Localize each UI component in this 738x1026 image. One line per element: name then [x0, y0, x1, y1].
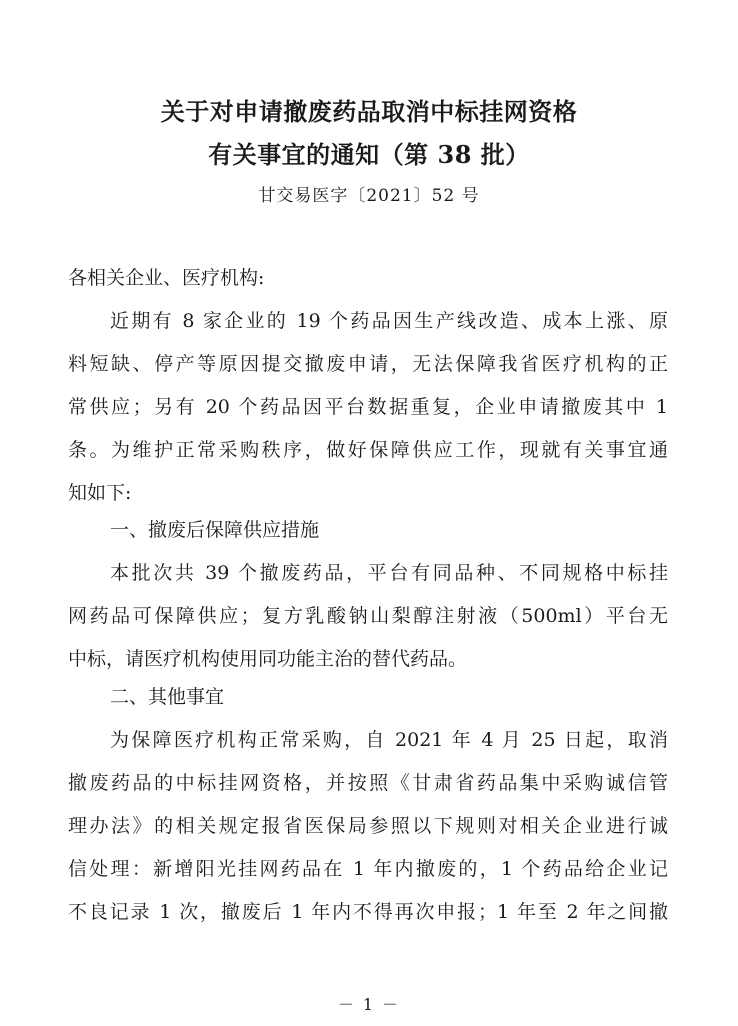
notice-title-line-1: 关于对申请撤废药品取消中标挂网资格 [160, 97, 578, 126]
intro-line: 常供应；另有 20 个药品因平台数据重复，企业申请撤废其中 1 [68, 396, 668, 418]
section-2-heading: 二、其他事宜 [110, 686, 225, 708]
section-1-line: 网药品可保障供应；复方乳酸钠山梨醇注射液（500ml）平台无 [68, 605, 668, 627]
section-2-line: 信处理：新增阳光挂网药品在 1 年内撤废的，1 个药品给企业记 [68, 858, 668, 880]
document-number: 甘交易医字〔2021〕52 号 [258, 186, 480, 206]
intro-line: 条。为维护正常采购秩序，做好保障供应工作，现就有关事宜通 [68, 439, 668, 461]
section-2-line: 不良记录 1 次，撤废后 1 年内不得再次申报；1 年至 2 年之间撤 [68, 901, 668, 923]
salutation: 各相关企业、医疗机构: [68, 267, 265, 289]
intro-line: 知如下: [68, 482, 132, 504]
page-number: － 1 － [337, 995, 401, 1014]
intro-line: 料短缺、停产等原因提交撤废申请，无法保障我省医疗机构的正 [68, 353, 668, 375]
section-1-line: 本批次共 39 个撤废药品，平台有同品种、不同规格中标挂 [110, 562, 668, 584]
section-2-line: 撤废药品的中标挂网资格，并按照《甘肃省药品集中采购诚信管 [68, 772, 668, 794]
section-2-line: 理办法》的相关规定报省医保局参照以下规则对相关企业进行诚 [68, 815, 668, 837]
section-1-line: 中标，请医疗机构使用同功能主治的替代药品。 [68, 648, 468, 670]
notice-title-line-2: 有关事宜的通知（第 38 批） [208, 140, 530, 169]
section-2-line: 为保障医疗机构正常采购，自 2021 年 4 月 25 日起，取消 [110, 729, 668, 751]
intro-line: 近期有 8 家企业的 19 个药品因生产线改造、成本上涨、原 [110, 310, 668, 332]
section-1-heading: 一、撤废后保障供应措施 [110, 519, 320, 541]
